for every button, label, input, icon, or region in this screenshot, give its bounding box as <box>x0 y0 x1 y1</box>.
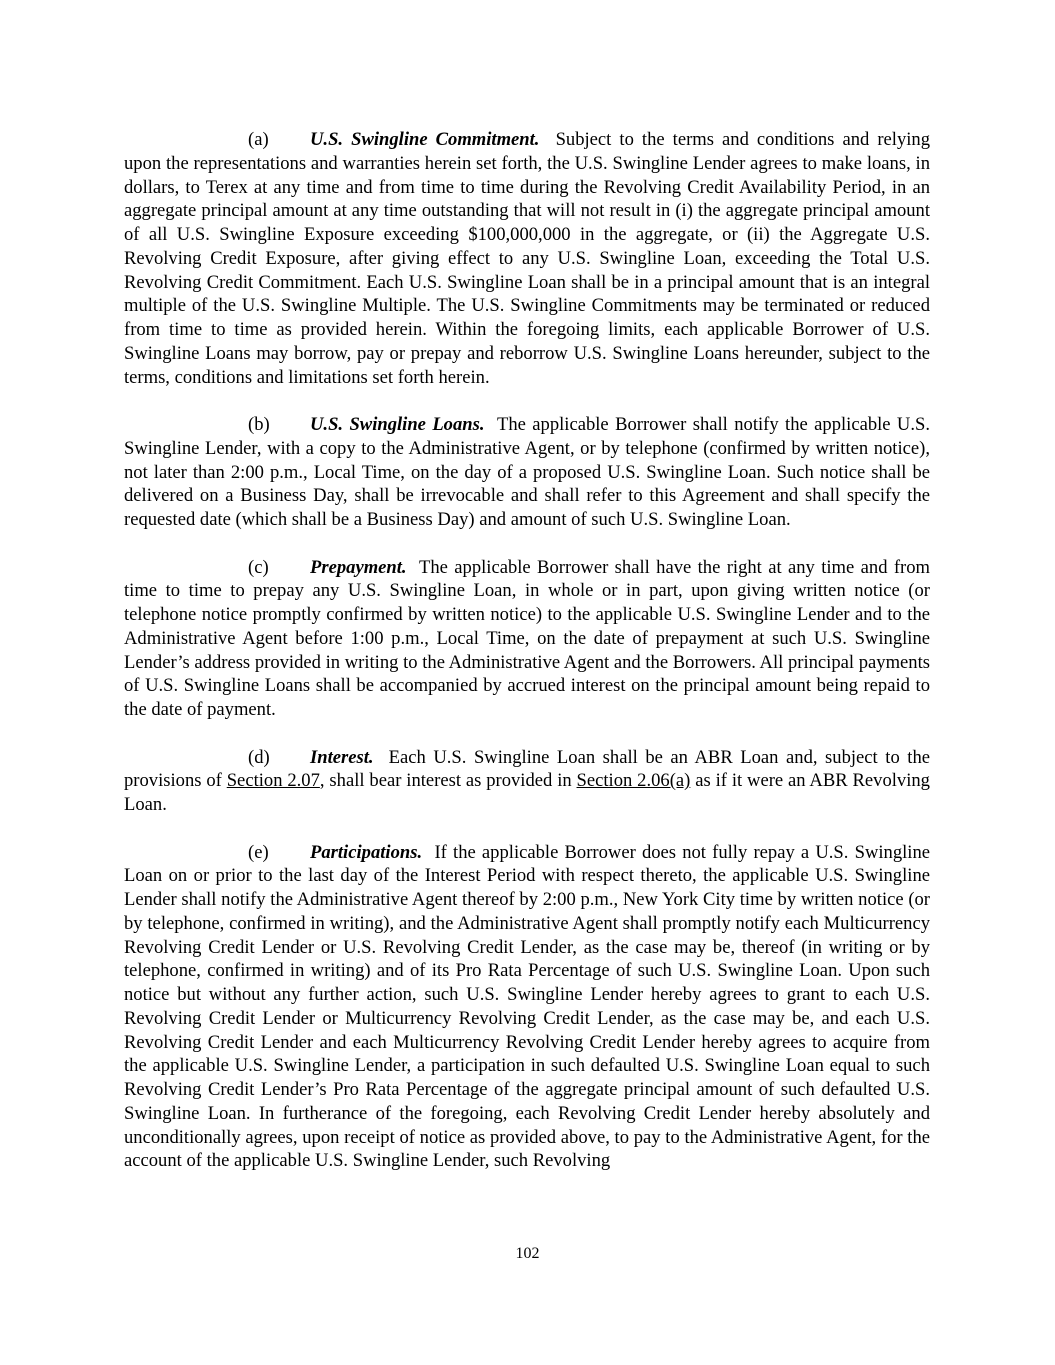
section-2-06a-link[interactable]: Section 2.06(a) <box>576 770 691 792</box>
page-number: 102 <box>515 1245 540 1262</box>
section-d-label: (d) <box>248 746 270 768</box>
section-a-heading: U.S. Swingline Commitment. <box>310 129 540 150</box>
section-b-label: (b) <box>248 414 270 435</box>
section-a-text: Subject to the terms and conditions and relying upon the representations and warranties herein set forth, the U.S. Swingline Lender agrees to make loans, in dollars, to Terex at any time and from time to time during the Revolving Credit Availability Period, in an aggregate principal amount at any time outstanding that will not result in (i) the aggregate principal amount of all U.S. Swingline Exposure exceeding $100,000,000 in the aggregate, or (ii) the Aggregate U.S. Revolving Credit Exposure, after giving effect to any U.S. Swingline Loan, exceeding the Total U.S. Revolving Credit Commitment. Each U.S. Swingline Loan shall be in a principal amount that is an integral multiple of the U.S. Swingline Multiple. The U.S. Swingline Commitments may be terminated or reduced from time to time as provided herein. Within the foregoing limits, each applicable Borrower of U.S. Swingline Loans may borrow, pay or prepay and reborrow U.S. Swingline Loans hereunder, subject to the terms, conditions and limitations set forth herein. <box>124 129 931 388</box>
section-e-text: If the applicable Borrower does not fully repay a U.S. Swingline Loan on or prior to the last day of the Interest Period with respect thereto, the applicable U.S. Swingline Lender shall notify the Administrative Agent thereof by 2:00 p.m., New York City time by written notice (or by telephone, confirmed in writing), and the Administrative Agent shall promptly notify each Multicurrency Revolving Credit Lender or U.S. Revolving Credit Lender, as the case may be, thereof (in writing or by telephone, confirmed in writing) and of its Pro Rata Percentage of such U.S. Swingline Loan. Upon such notice but without any further action, such U.S. Swingline Lender hereby agrees to grant to each U.S. Revolving Credit Lender or Multicurrency Revolving Credit Lender, as the case may be, and each U.S. Revolving Credit Lender and each Multicurrency Revolving Credit Lender hereby agrees to acquire from the applicable U.S. Swingline Lender, a participation in such defaulted U.S. Swingline Loan equal to such Revolving Credit Lender’s Pro Rata Percentage of the aggregate principal amount of such defaulted U.S. Swingline Loan. In furtherance of the foregoing, each Revolving Credit Lender hereby absolutely and unconditionally agrees, upon receipt of notice as provided above, to pay to the Administrative Agent, for the account of the applicable U.S. Swingline Lender, such Revolving <box>124 841 931 1172</box>
section-e-label: (e) <box>248 841 269 863</box>
section-c-text: The applicable Borrower shall have the right at any time and from time to time to prepay any U.S. Swingline Loan, in whole or in part, upon giving written notice (or telephone notice promptly confirmed by written notice) to the applicable U.S. Swingline Lender and to the Administrative Agent before 1:00 p.m., Local Time, on the date of prepayment at such U.S. Swingline Lender’s address provided in writing to the Administrative Agent and the Borrowers. All principal payments of U.S. Swingline Loans shall be accompanied by accrued interest on the principal amount being repaid to the date of payment. <box>124 556 931 720</box>
section-b-heading: U.S. Swingline Loans. <box>310 414 485 435</box>
section-c-paragraph <box>124 556 930 722</box>
section-e-heading: Participations. <box>310 841 423 863</box>
section-d-text-3: as if it were an ABR Revolving Loan. <box>124 770 930 815</box>
section-b-paragraph <box>124 413 930 532</box>
section-d-text-2: , shall bear interest as provided in <box>319 770 572 792</box>
document-body <box>124 128 930 1173</box>
section-d-paragraph <box>124 746 930 817</box>
section-c-heading: Prepayment. <box>310 556 407 578</box>
section-b-text: The applicable Borrower shall notify the applicable U.S. Swingline Lender, with a copy to the Administrative Agent, or by telephone (confirmed by written notice), not later than 2:00 p.m., Local Time, on the day of a proposed U.S. Swingline Loan. Such notice shall be delivered on a Business Day, shall be irrevocable and shall refer to this Agreement and shall specify the requested date (which shall be a Business Day) and amount of such U.S. Swingline Loan. <box>124 414 930 530</box>
section-e-paragraph <box>124 841 930 1174</box>
section-d-text-1: Each U.S. Swingline Loan shall be an ABR Loan and, subject to the provisions of <box>124 746 930 792</box>
section-c-label: (c) <box>248 556 269 578</box>
section-a-label: (a) <box>248 129 269 150</box>
section-d-heading: Interest. <box>310 746 374 768</box>
section-2-07-link[interactable]: Section 2.07 <box>226 770 320 792</box>
section-a-paragraph <box>124 128 930 389</box>
